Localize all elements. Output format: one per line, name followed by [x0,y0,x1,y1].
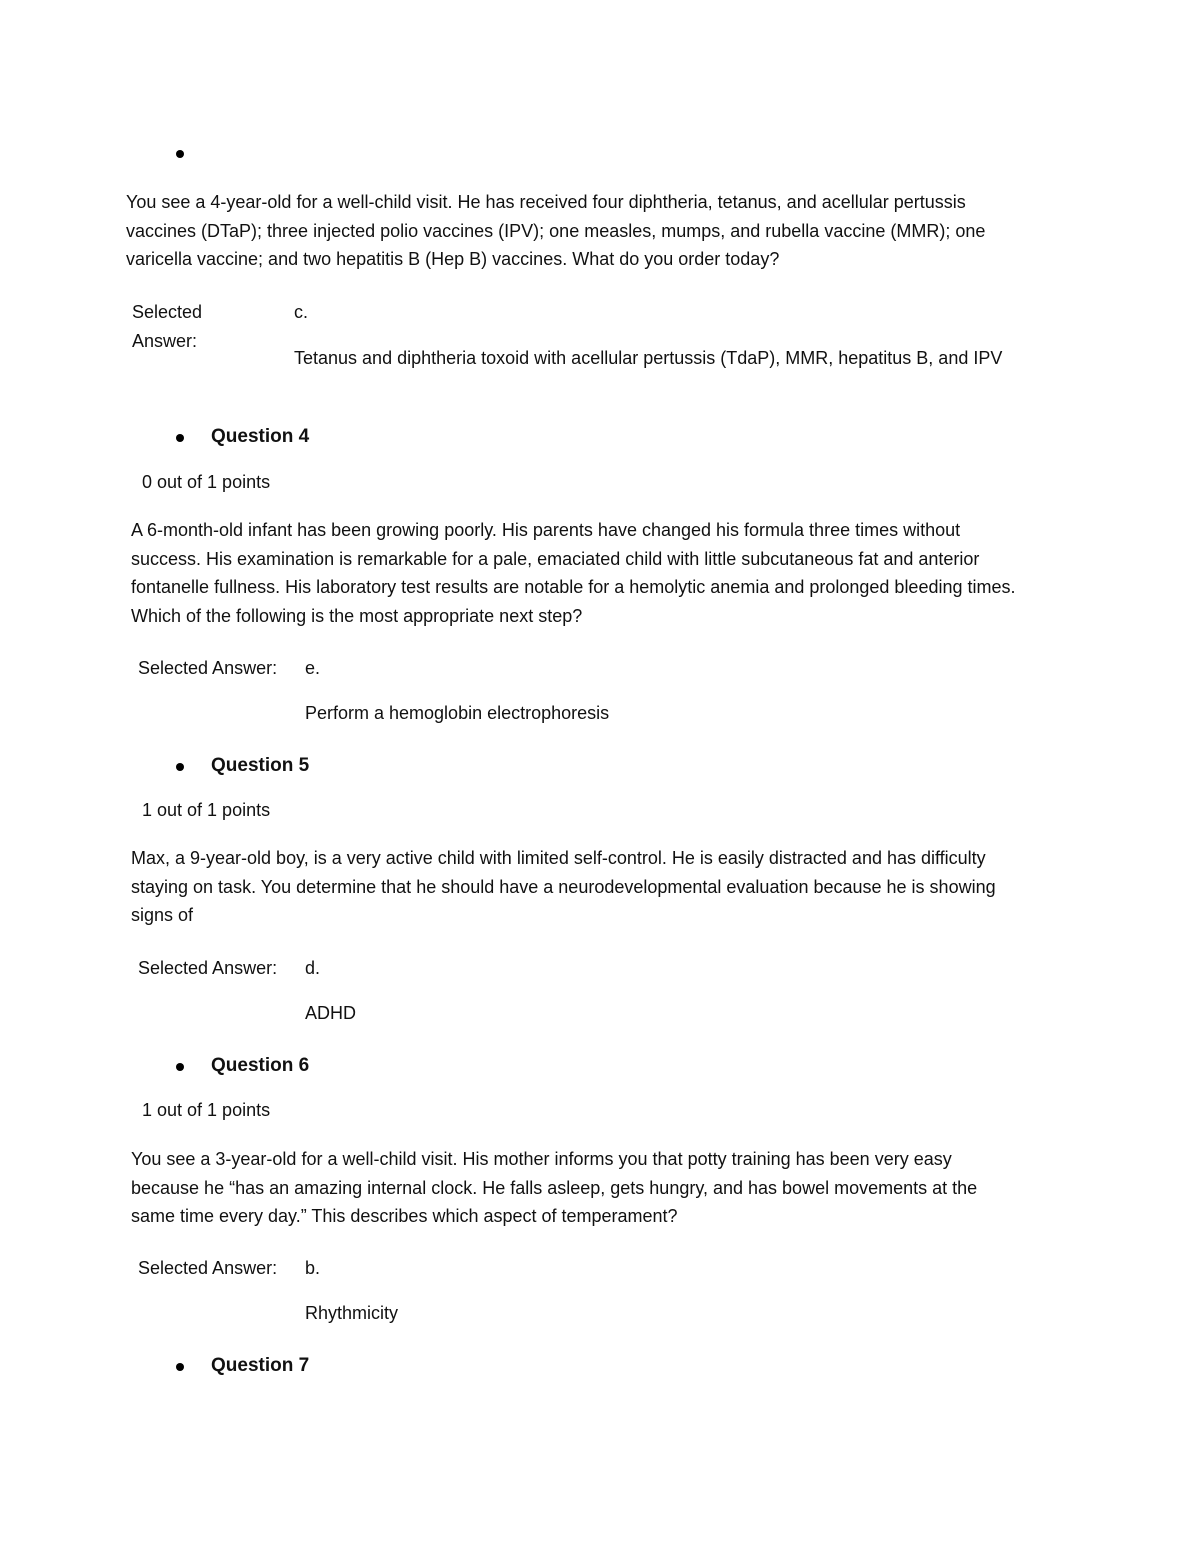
question-6-title: Question 6 [211,1055,310,1076]
question-6-points: 1 out of 1 points [142,1100,271,1120]
list-bullet [176,434,184,442]
question-4-stem: A 6-month-old infant has been growing poorly. His parents have changed his formula three times without success. His examination is remarkable for a pale, emaciated child with little subcutaneous fat and anterior fontanelle fullness. His laboratory test results are notable for a hemolytic anemia and prolonged bleeding times. Which of the following is the most appropriate next step? [131,520,1016,626]
answer-letter: c. [294,302,309,322]
answer-letter: e. [305,658,321,678]
list-bullet [176,150,184,158]
list-bullet [176,763,184,771]
list-bullet [176,1063,184,1071]
selected-answer-label: Selected Answer: [138,1258,278,1278]
answer-text: Tetanus and diphtheria toxoid with acellular pertussis (TdaP), MMR, hepatitus B, and IPV [294,348,1003,368]
selected-answer-label-line2: Answer: [132,331,198,351]
answer-text: Perform a hemoglobin electrophoresis [305,703,610,723]
question-6-stem: You see a 3-year-old for a well-child visit. His mother informs you that potty training has been very easy because he “has an amazing internal clock. He falls asleep, gets hungry, and has bowel movements at the same time every day.” This describes which aspect of temperament? [131,1149,978,1226]
selected-answer-label: Selected Answer: [138,658,278,678]
selected-answer-label: Selected Answer: [138,958,278,978]
answer-text: Rhythmicity [305,1303,399,1323]
selected-answer-label-line1: Selected [132,302,203,322]
question-4-title: Question 4 [211,426,310,447]
question-5-stem: Max, a 9-year-old boy, is a very active child with limited self-control. He is easily distracted and has difficulty staying on task. You determine that he should have a neurodevelopmental evaluation because he is showing signs of [131,848,996,925]
answer-letter: d. [305,958,321,978]
question-3-stem: You see a 4-year-old for a well-child visit. He has received four diphtheria, tetanus, and acellular pertussis vaccines (DTaP); three injected polio vaccines (IPV); one measles, mumps, and rubella vaccine (MMR); one varicella vaccine; and two hepatitis B (Hep B) vaccines. What do you order today? [126,192,986,269]
answer-text: ADHD [305,1003,357,1023]
list-bullet [176,1363,184,1371]
question-5-title: Question 5 [211,755,310,776]
question-7-title: Question 7 [211,1355,310,1376]
question-4-points: 0 out of 1 points [142,472,271,492]
answer-letter: b. [305,1258,321,1278]
question-5-points: 1 out of 1 points [142,800,271,820]
